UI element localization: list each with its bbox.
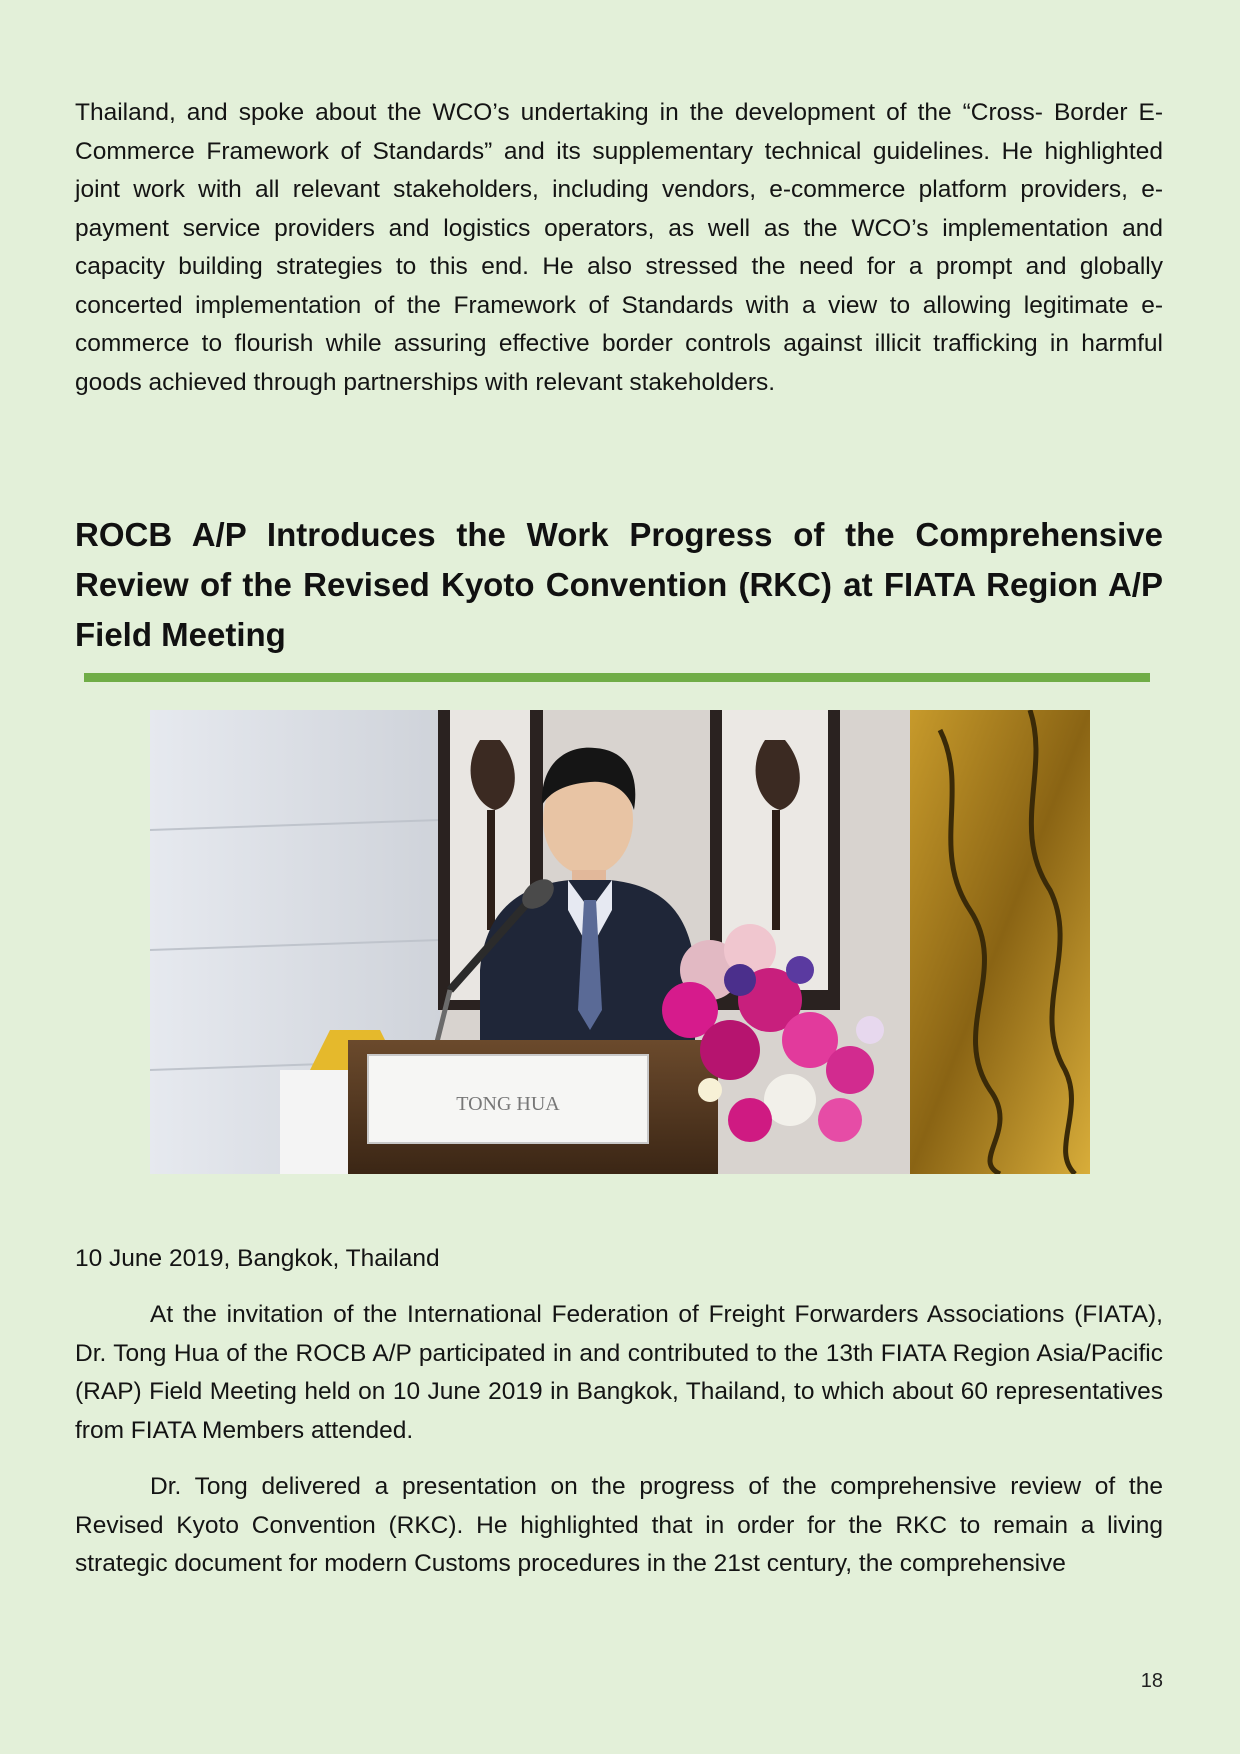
event-photo (150, 710, 1090, 1174)
article-headline: ROCB A/P Introduces the Work Progress of the Comprehensive Review of the Revised Kyoto Convention (RKC) at FIATA Region A/P Field Meeting (75, 516, 1163, 653)
document-page (75, 0, 1163, 1754)
body-paragraph: Dr. Tong delivered a presentation on the progress of the comprehensive review of the Revised Kyoto Convention (RKC). He highlighted that in order for the RKC to remain a living strategic document for modern Customs procedures in the 21st century, the comprehensive (75, 1473, 1163, 1577)
body-paragraph: At the invitation of the International Federation of Freight Forwarders Associations (FIATA), Dr. Tong Hua of the ROCB A/P participated in and contributed to the 13th FIATA Region Asia/Pacific (RAP) Field Meeting held on 10 June 2019 in Bangkok, Thailand, to which about 60 representatives from FIATA Members attended. (75, 1301, 1163, 1444)
headline-divider (84, 673, 1150, 682)
nameplate-text: TONG HUA (456, 1093, 560, 1115)
page-number: 18 (1140, 1670, 1163, 1692)
dateline: 10 June 2019, Bangkok, Thailand (75, 1245, 440, 1272)
intro-paragraph: Thailand, and spoke about the WCO’s undertaking in the development of the “Cross- Border E-Commerce Framework of Standards” and its supplementary technical guidelines. He highlighted joint work with all relevant stakeholders, including vendors, e-commerce platform providers, e-payment service providers and logistics operators, as well as the WCO’s implementation and capacity building strategies to this end. He also stressed the need for a prompt and globally concerted implementation of the Framework of Standards with a view to allowing legitimate e-commerce to flourish while assuring effective border controls against illicit trafficking in harmful goods achieved through partnerships with relevant stakeholders. (75, 99, 1163, 396)
